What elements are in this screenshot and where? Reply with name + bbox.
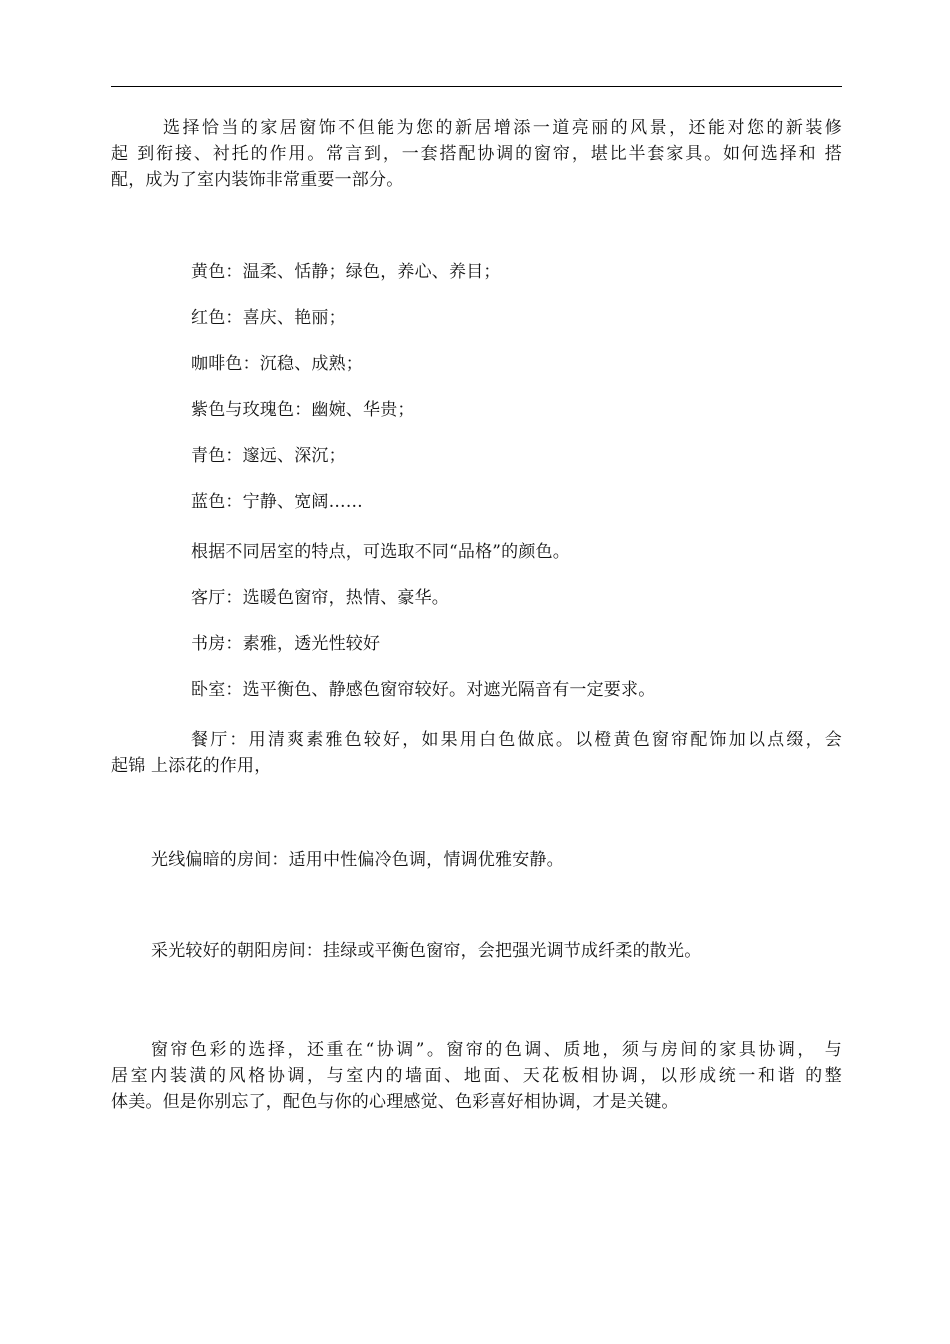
dining-line-2: 起锦 上添花的作用， <box>111 756 272 776</box>
dark-room-line: 光线偏暗的房间：适用中性偏冷色调，情调优雅安静。 <box>151 850 564 870</box>
conclusion-line-1: 窗帘色彩的选择，还重在“协调”。窗帘的色调、质地，须与房间的家具协调， 与 <box>151 1040 842 1060</box>
room-item-study: 书房：素雅，透光性较好 <box>191 634 381 654</box>
intro-paragraph <box>111 115 842 193</box>
sunny-room-line: 采光较好的朝阳房间：挂绿或平衡色窗帘，会把强光调节成纤柔的散光。 <box>151 941 702 961</box>
intro-line-3: 配，成为了室内装饰非常重要一部分。 <box>111 170 404 190</box>
header-rule <box>111 86 842 87</box>
conclusion-line-2: 居室内装潢的风格协调，与室内的墙面、地面、天花板相协调，以形成统一和谐 的整 <box>111 1066 842 1086</box>
color-item-cyan: 青色：邃远、深沉； <box>191 446 346 466</box>
dining-line-1: 餐厅：用清爽素雅色较好，如果用白色做底。以橙黄色窗帘配饰加以点缀，会 <box>191 730 842 750</box>
color-item-yellow-green: 黄色：温柔、恬静；绿色，养心、养目； <box>191 262 501 282</box>
room-item-living: 客厅：选暖色窗帘，热情、豪华。 <box>191 588 449 608</box>
color-item-coffee: 咖啡色：沉稳、成熟； <box>191 354 363 374</box>
intro-line-2: 起 到衔接、衬托的作用。常言到，一套搭配协调的窗帘，堪比半套家具。如何选择和 搭 <box>111 144 842 164</box>
intro-line-1: 选择恰当的家居窗饰不但能为您的新居增添一道亮丽的风景，还能对您的新装修 <box>163 118 842 138</box>
color-item-red: 红色：喜庆、艳丽； <box>191 308 346 328</box>
room-item-bedroom: 卧室：选平衡色、静感色窗帘较好。对遮光隔音有一定要求。 <box>191 680 656 700</box>
color-item-purple-rose: 紫色与玫瑰色：幽婉、华贵； <box>191 400 415 420</box>
dining-paragraph <box>111 727 842 779</box>
conclusion-paragraph <box>111 1037 842 1115</box>
room-intro-line: 根据不同居室的特点，可选取不同“品格”的颜色。 <box>191 542 570 562</box>
conclusion-line-3: 体美。但是你别忘了，配色与你的心理感觉、色彩喜好相协调，才是关键。 <box>111 1092 679 1112</box>
color-item-blue: 蓝色：宁静、宽阔…… <box>191 492 363 512</box>
